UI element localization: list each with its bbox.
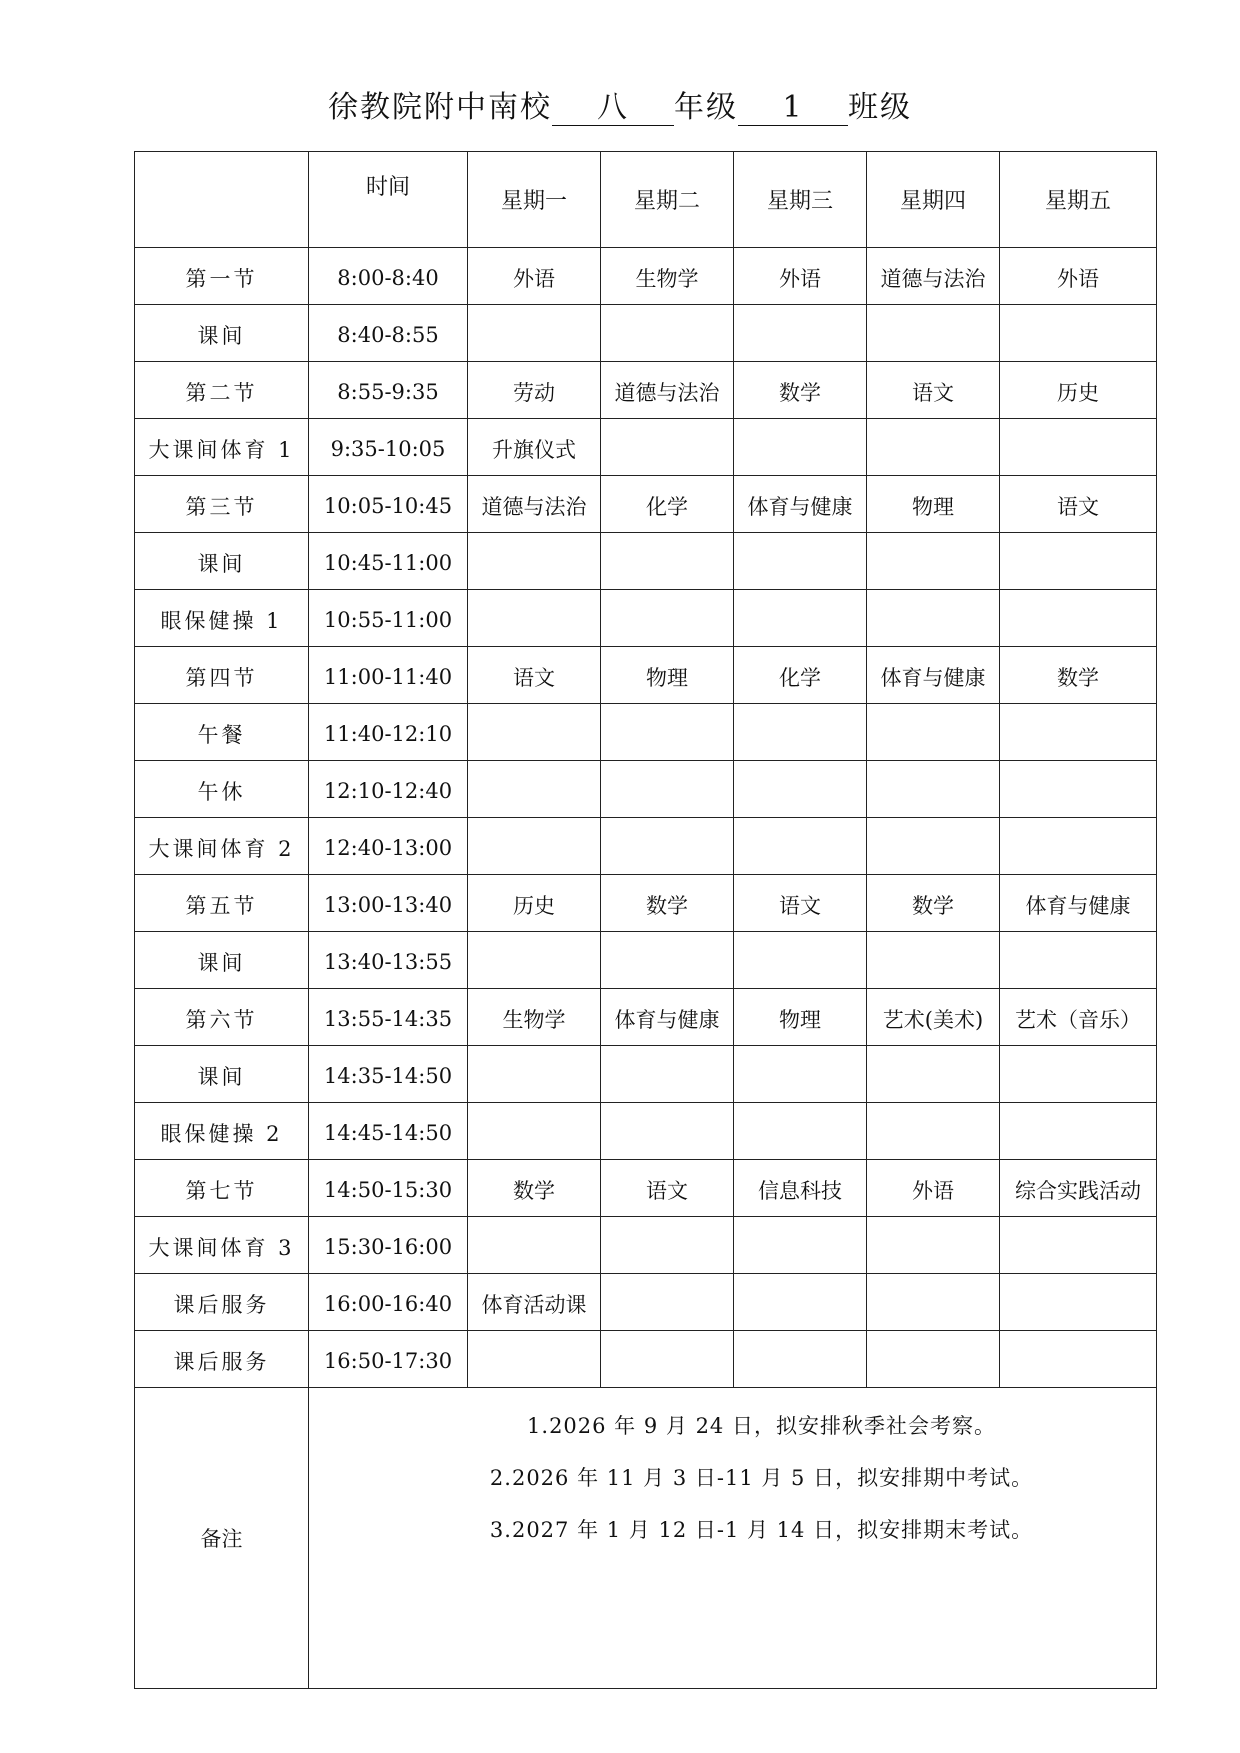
subject-cell-mon xyxy=(468,704,601,761)
subject-cell-tue xyxy=(601,761,734,818)
time-cell: 16:50-17:30 xyxy=(309,1331,468,1388)
subject-cell-fri: 艺术（音乐） xyxy=(1000,989,1157,1046)
subject-cell-tue xyxy=(601,704,734,761)
class-unit: 班级 xyxy=(848,90,912,125)
subject-cell-tue: 体育与健康 xyxy=(601,989,734,1046)
subject-cell-mon xyxy=(468,761,601,818)
subject-cell-wed xyxy=(734,761,867,818)
subject-cell-fri: 语文 xyxy=(1000,476,1157,533)
period-cell: 第七节 xyxy=(135,1160,309,1217)
table-row xyxy=(135,1103,1157,1160)
subject-cell-fri xyxy=(1000,1331,1157,1388)
subject-cell-fri xyxy=(1000,1046,1157,1103)
school-name: 徐教院附中南校 xyxy=(328,90,552,125)
subject-cell-wed xyxy=(734,590,867,647)
subject-cell-mon: 语文 xyxy=(468,647,601,704)
period-cell: 眼保健操 2 xyxy=(135,1103,309,1160)
time-cell: 13:00-13:40 xyxy=(309,875,468,932)
subject-cell-thu xyxy=(867,1103,1000,1160)
subject-cell-wed xyxy=(734,1217,867,1274)
subject-cell-wed xyxy=(734,305,867,362)
note-item: 2.2026 年 11 月 3 日-11 月 5 日，拟安排期中考试。 xyxy=(489,1466,1034,1490)
subject-cell-mon xyxy=(468,533,601,590)
subject-cell-mon: 升旗仪式 xyxy=(468,419,601,476)
subject-cell-fri: 历史 xyxy=(1000,362,1157,419)
note-item: 1.2026 年 9 月 24 日，拟安排秋季社会考察。 xyxy=(527,1414,996,1438)
subject-cell-thu xyxy=(867,932,1000,989)
subject-cell-tue xyxy=(601,1331,734,1388)
time-cell: 10:55-11:00 xyxy=(309,590,468,647)
subject-cell-tue: 语文 xyxy=(601,1160,734,1217)
period-cell: 课后服务 xyxy=(135,1274,309,1331)
period-cell: 课间 xyxy=(135,1046,309,1103)
subject-cell-wed: 语文 xyxy=(734,875,867,932)
period-cell: 午休 xyxy=(135,761,309,818)
header-cell-wed: 星期三 xyxy=(734,152,867,248)
subject-cell-wed: 化学 xyxy=(734,647,867,704)
table-row xyxy=(135,647,1157,704)
table-row xyxy=(135,932,1157,989)
subject-cell-tue xyxy=(601,1217,734,1274)
note-item: 3.2027 年 1 月 12 日-1 月 14 日，拟安排期末考试。 xyxy=(489,1518,1034,1542)
table-row xyxy=(135,476,1157,533)
time-cell: 9:35-10:05 xyxy=(309,419,468,476)
subject-cell-tue: 化学 xyxy=(601,476,734,533)
subject-cell-mon: 劳动 xyxy=(468,362,601,419)
subject-cell-fri xyxy=(1000,305,1157,362)
table-row xyxy=(135,761,1157,818)
subject-cell-thu xyxy=(867,590,1000,647)
subject-cell-wed: 体育与健康 xyxy=(734,476,867,533)
subject-cell-fri xyxy=(1000,419,1157,476)
header-row xyxy=(135,152,1157,248)
table-row xyxy=(135,1274,1157,1331)
subject-cell-fri: 数学 xyxy=(1000,647,1157,704)
time-cell: 14:50-15:30 xyxy=(309,1160,468,1217)
subject-cell-thu xyxy=(867,419,1000,476)
subject-cell-fri xyxy=(1000,1274,1157,1331)
subject-cell-fri: 外语 xyxy=(1000,248,1157,305)
subject-cell-tue xyxy=(601,419,734,476)
period-cell: 课间 xyxy=(135,932,309,989)
subject-cell-fri xyxy=(1000,533,1157,590)
table-row xyxy=(135,362,1157,419)
document-title xyxy=(0,82,1240,126)
notes-content xyxy=(309,1388,1157,1689)
time-cell: 12:10-12:40 xyxy=(309,761,468,818)
table-row xyxy=(135,818,1157,875)
time-cell: 14:35-14:50 xyxy=(309,1046,468,1103)
subject-cell-mon: 外语 xyxy=(468,248,601,305)
subject-cell-mon xyxy=(468,1103,601,1160)
time-cell: 12:40-13:00 xyxy=(309,818,468,875)
subject-cell-fri xyxy=(1000,1103,1157,1160)
subject-cell-mon xyxy=(468,1331,601,1388)
table-row xyxy=(135,989,1157,1046)
subject-cell-thu: 体育与健康 xyxy=(867,647,1000,704)
subject-cell-thu: 道德与法治 xyxy=(867,248,1000,305)
subject-cell-thu: 语文 xyxy=(867,362,1000,419)
period-cell: 第三节 xyxy=(135,476,309,533)
subject-cell-wed: 物理 xyxy=(734,989,867,1046)
subject-cell-thu xyxy=(867,1274,1000,1331)
subject-cell-mon xyxy=(468,932,601,989)
period-cell: 课间 xyxy=(135,533,309,590)
subject-cell-fri: 体育与健康 xyxy=(1000,875,1157,932)
table-row xyxy=(135,1046,1157,1103)
subject-cell-thu xyxy=(867,305,1000,362)
subject-cell-wed xyxy=(734,1274,867,1331)
subject-cell-fri xyxy=(1000,704,1157,761)
header-cell-blank xyxy=(135,152,309,248)
subject-cell-wed xyxy=(734,419,867,476)
table-row xyxy=(135,1331,1157,1388)
subject-cell-mon: 体育活动课 xyxy=(468,1274,601,1331)
timetable xyxy=(134,151,1157,1689)
table-row xyxy=(135,305,1157,362)
time-cell: 16:00-16:40 xyxy=(309,1274,468,1331)
time-cell: 8:00-8:40 xyxy=(309,248,468,305)
table-row xyxy=(135,590,1157,647)
period-cell: 大课间体育 2 xyxy=(135,818,309,875)
subject-cell-thu: 艺术(美术) xyxy=(867,989,1000,1046)
subject-cell-fri xyxy=(1000,932,1157,989)
subject-cell-thu: 数学 xyxy=(867,875,1000,932)
subject-cell-wed: 数学 xyxy=(734,362,867,419)
period-cell: 眼保健操 1 xyxy=(135,590,309,647)
time-cell: 15:30-16:00 xyxy=(309,1217,468,1274)
subject-cell-wed xyxy=(734,818,867,875)
subject-cell-thu xyxy=(867,1217,1000,1274)
subject-cell-thu xyxy=(867,818,1000,875)
subject-cell-thu xyxy=(867,761,1000,818)
period-cell: 大课间体育 3 xyxy=(135,1217,309,1274)
table-row xyxy=(135,1217,1157,1274)
time-cell: 10:05-10:45 xyxy=(309,476,468,533)
table-row xyxy=(135,704,1157,761)
period-cell: 午餐 xyxy=(135,704,309,761)
subject-cell-mon: 历史 xyxy=(468,875,601,932)
subject-cell-mon xyxy=(468,1046,601,1103)
header-cell-thu: 星期四 xyxy=(867,152,1000,248)
subject-cell-mon xyxy=(468,1217,601,1274)
subject-cell-thu: 外语 xyxy=(867,1160,1000,1217)
subject-cell-tue xyxy=(601,1103,734,1160)
header-cell-fri: 星期五 xyxy=(1000,152,1157,248)
subject-cell-thu xyxy=(867,1046,1000,1103)
time-cell: 8:55-9:35 xyxy=(309,362,468,419)
subject-cell-tue: 道德与法治 xyxy=(601,362,734,419)
period-cell: 第二节 xyxy=(135,362,309,419)
period-cell: 第六节 xyxy=(135,989,309,1046)
period-cell: 课间 xyxy=(135,305,309,362)
subject-cell-mon xyxy=(468,818,601,875)
subject-cell-wed xyxy=(734,932,867,989)
subject-cell-tue: 生物学 xyxy=(601,248,734,305)
table-row xyxy=(135,1160,1157,1217)
notes-row xyxy=(135,1388,1157,1689)
time-cell: 13:55-14:35 xyxy=(309,989,468,1046)
subject-cell-wed xyxy=(734,533,867,590)
subject-cell-wed xyxy=(734,1046,867,1103)
subject-cell-tue xyxy=(601,1274,734,1331)
subject-cell-tue xyxy=(601,305,734,362)
time-cell: 8:40-8:55 xyxy=(309,305,468,362)
subject-cell-fri xyxy=(1000,590,1157,647)
subject-cell-thu: 物理 xyxy=(867,476,1000,533)
table-row xyxy=(135,875,1157,932)
grade-unit: 年级 xyxy=(674,90,738,125)
class-value: 1 xyxy=(738,91,848,126)
subject-cell-thu xyxy=(867,533,1000,590)
header-cell-time: 时间 xyxy=(309,152,468,248)
period-cell: 课后服务 xyxy=(135,1331,309,1388)
subject-cell-fri: 综合实践活动 xyxy=(1000,1160,1157,1217)
time-cell: 10:45-11:00 xyxy=(309,533,468,590)
subject-cell-mon: 数学 xyxy=(468,1160,601,1217)
time-cell: 14:45-14:50 xyxy=(309,1103,468,1160)
subject-cell-mon: 生物学 xyxy=(468,989,601,1046)
table-row xyxy=(135,419,1157,476)
table-row xyxy=(135,248,1157,305)
subject-cell-wed xyxy=(734,1331,867,1388)
subject-cell-mon xyxy=(468,305,601,362)
header-cell-tue: 星期二 xyxy=(601,152,734,248)
period-cell: 第一节 xyxy=(135,248,309,305)
subject-cell-tue xyxy=(601,818,734,875)
subject-cell-tue xyxy=(601,932,734,989)
subject-cell-fri xyxy=(1000,818,1157,875)
subject-cell-mon xyxy=(468,590,601,647)
time-cell: 11:40-12:10 xyxy=(309,704,468,761)
time-cell: 13:40-13:55 xyxy=(309,932,468,989)
header-cell-mon: 星期一 xyxy=(468,152,601,248)
subject-cell-fri xyxy=(1000,761,1157,818)
subject-cell-mon: 道德与法治 xyxy=(468,476,601,533)
time-cell: 11:00-11:40 xyxy=(309,647,468,704)
subject-cell-tue xyxy=(601,1046,734,1103)
grade-value: 八 xyxy=(552,91,674,126)
subject-cell-tue xyxy=(601,533,734,590)
notes-label: 备注 xyxy=(135,1388,309,1689)
table-row xyxy=(135,533,1157,590)
period-cell: 大课间体育 1 xyxy=(135,419,309,476)
subject-cell-tue: 数学 xyxy=(601,875,734,932)
subject-cell-fri xyxy=(1000,1217,1157,1274)
subject-cell-tue xyxy=(601,590,734,647)
period-cell: 第五节 xyxy=(135,875,309,932)
subject-cell-tue: 物理 xyxy=(601,647,734,704)
subject-cell-wed xyxy=(734,704,867,761)
subject-cell-wed: 信息科技 xyxy=(734,1160,867,1217)
timetable-body xyxy=(135,152,1157,1689)
subject-cell-wed: 外语 xyxy=(734,248,867,305)
subject-cell-thu xyxy=(867,704,1000,761)
period-cell: 第四节 xyxy=(135,647,309,704)
subject-cell-thu xyxy=(867,1331,1000,1388)
subject-cell-wed xyxy=(734,1103,867,1160)
